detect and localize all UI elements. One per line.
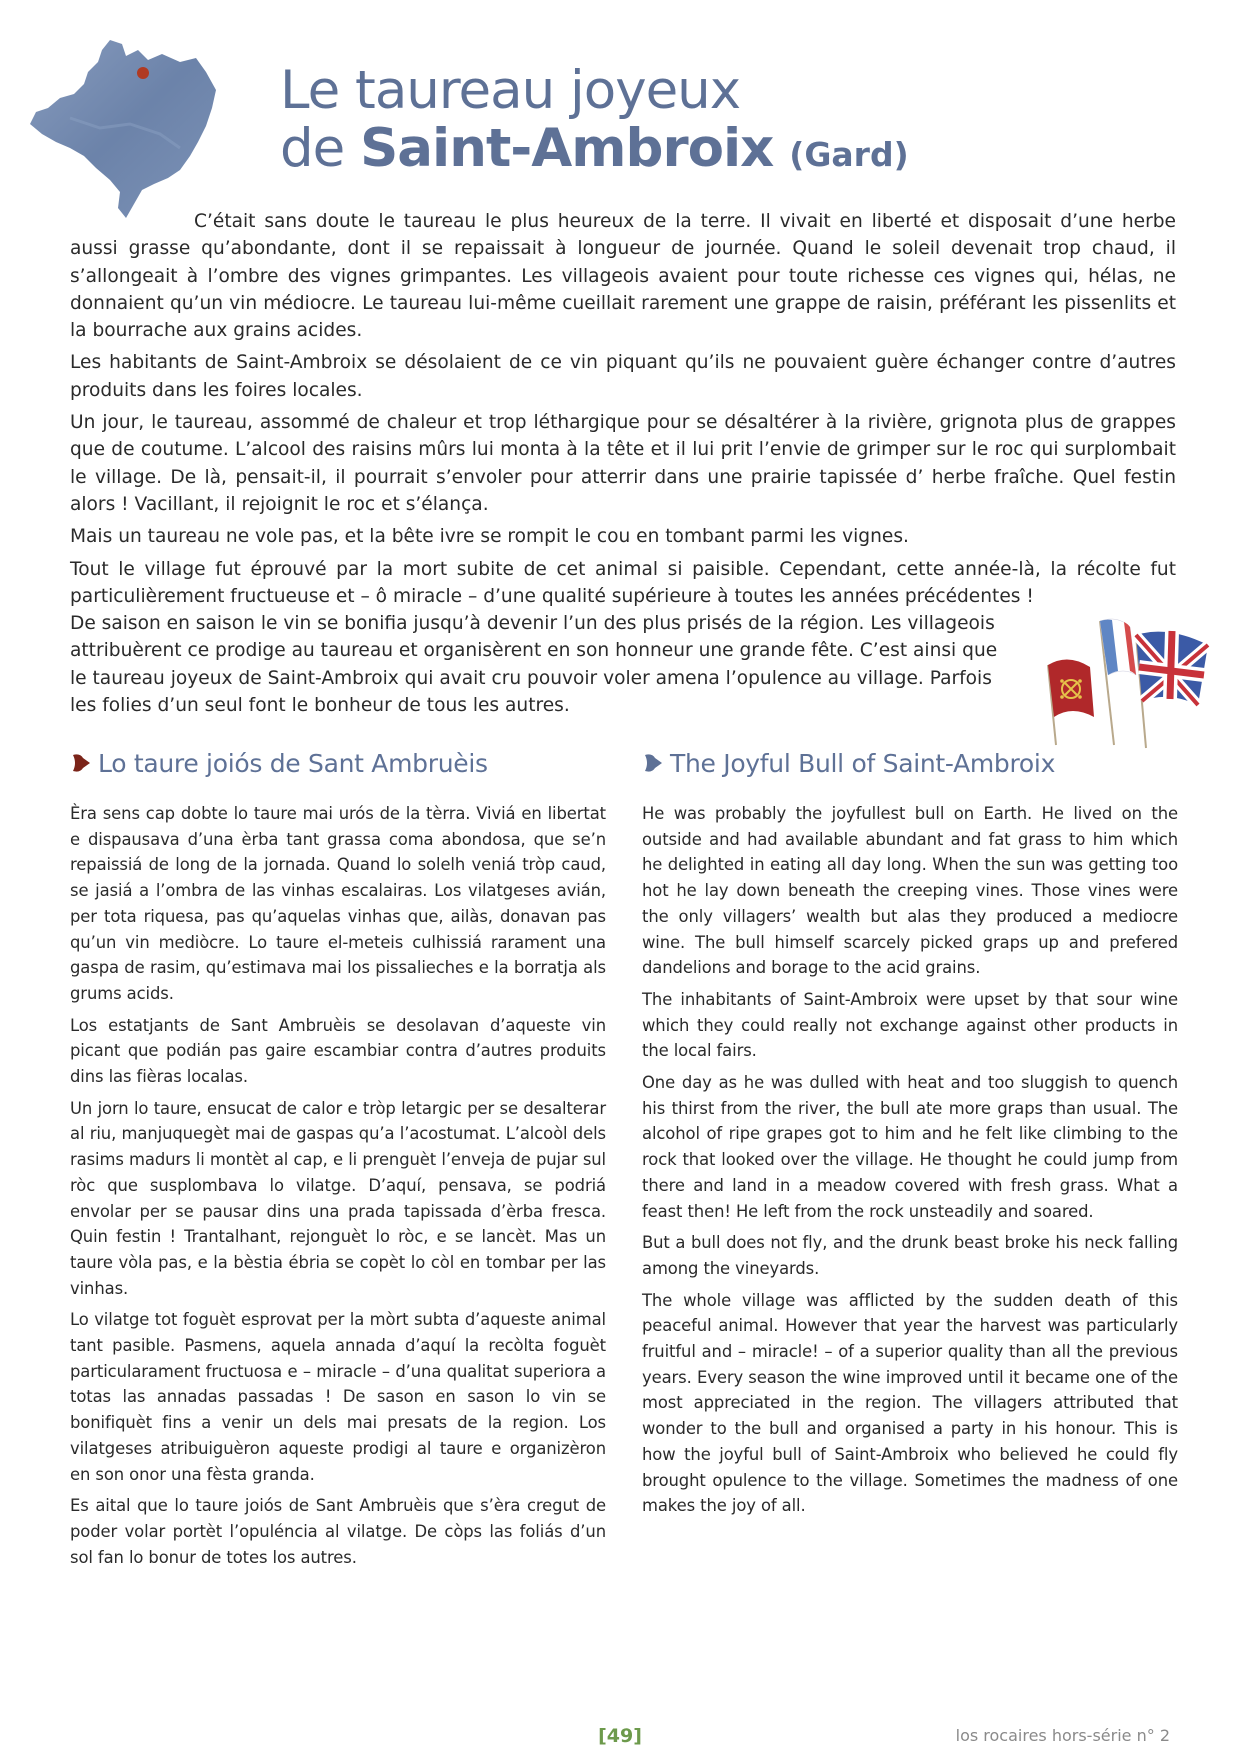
english-paragraph: But a bull does not fly, and the drunk beast broke his neck falling among the vineyards. [642, 1233, 1178, 1278]
british-flag-icon [1136, 631, 1208, 705]
english-paragraph: One day as he was dulled with heat and too sluggish to quench his thirst from the river, the bull ate more graps than usual. The alcohol of ripe grapes got to him and he felt like climbing to the rock that looked over the village. He thought he could jump from there and land in a meadow covered with fresh grass. What a feast then! He left from the rock unsteadily and soared. [642, 1073, 1178, 1221]
english-column [642, 745, 1178, 1525]
occitan-paragraph: Lo vilatge tot foguèt esprovat per la mòrt subta d’aqueste animal tant pasible. Pasmens, aquela annada d’aquí la recòlta foguèt particularament fructuosa e – miracle – d’una qualitat superiora a totas las annadas passadas ! De sason en sason lo vin se bonifiquèt fins a venir un dels mai presats de la region. Los vilatgeses atribuiguèron aqueste prodigi al taure e organizèron en son onor una fèsta granda. [70, 1310, 606, 1484]
occitan-heading [70, 745, 606, 783]
page-title [280, 62, 909, 184]
arrow-bullet-icon [642, 752, 664, 774]
french-paragraph: Les habitants de Saint-Ambroix se désolaient de ce vin piquant qu’ils ne pouvaient guère échanger contre d’autres produits dans les foires locales. [70, 352, 1176, 401]
occitan-flag-icon [1048, 659, 1094, 717]
french-paragraph: Mais un taureau ne vole pas, et la bête ivre se rompit le cou en tombant parmi les vignes. [70, 526, 909, 548]
english-heading-text: The Joyful Bull of Saint-Ambroix [670, 749, 1056, 778]
title-department: (Gard) [789, 135, 909, 174]
english-paragraph: He was probably the joyfullest bull on Earth. He lived on the outside and had available abundant and fat grass to him which he delighted in eating all day long. When the sun was getting too hot he lay down beneath the creeping vines. Those vines were the only villagers’ wealth but alas they produced a mediocre wine. The bull himself scarcely picked graps up and prefered dandelions and borage to the acid grains. [642, 804, 1178, 978]
occitan-paragraph: Los estatjants de Sant Ambruèis se desolavan d’aqueste vin picant que podián pas gaire escambiar contra d’autres produits dins las fièras localas. [70, 1015, 606, 1087]
gard-department-map [30, 38, 242, 220]
flags-illustration [1038, 605, 1218, 750]
journal-name: los rocaires hors-série n° 2 [955, 1726, 1170, 1745]
page-number: [49] [598, 1725, 642, 1747]
occitan-heading-text: Lo taure joiós de Sant Ambruèis [98, 749, 488, 778]
arrow-bullet-icon [70, 752, 92, 774]
occitan-paragraph: Un jorn lo taure, ensucat de calor e tròp letargic per se desalterar al riu, manjuquegèt mai de gaspas qu’a l’acostumat. L’alcoòl dels rasims madurs li montèt al cap, e li prenguèt l’enveja de pujar sul ròc que susplombava lo vilatge. D’aquí, pensava, se podriá envolar per se pausar dins una prada tapissada d’èrba fresca. Quin festin ! Trantalhant, rejonguèt lo ròc, e se lancèt. Mas un taure vòla pas, e la bèstia ébria se copèt lo còl en tombar per las vinhas. [70, 1098, 606, 1298]
french-paragraph: Un jour, le taureau, assommé de chaleur et trop léthargique pour se désaltérer à la rivière, grignota plus de grappes que de coutume. L’alcool des raisins mûrs lui monta à la tête et il lui prit l’envie de grimper sur le roc qui surplombait le village. De là, pensait-il, il pourrait s’envoler pour atterrir dans une prairie tapissée d’ herbe fraîche. Quel festin alors ! Vacillant, il rejoignit le roc et s’élança. [70, 412, 1176, 515]
french-text [70, 208, 1176, 724]
title-prefix: de [280, 118, 361, 179]
english-paragraph: The whole village was afflicted by the sudden death of this peaceful animal. However that year the harvest was particularly fruitful and – miracle! – of a superior quality than all the previous years. Every season the wine improved until it became one of the most appreciated in the region. The villagers attributed that wonder to the bull and organised a party in his honour. This is how the joyful bull of Saint-Ambroix who believed he could fly brought opulence to the village. Sometimes the madness of one makes the joy of all. [642, 1290, 1178, 1516]
french-paragraph: De saison en saison le vin se bonifia jusqu’à devenir l’un des plus prisés de la région. Les villageois attribuèrent ce prodige au taureau et organisèrent en son honneur une grande fête. C’est ainsi que le taureau joyeux de Saint-Ambroix qui avait cru pouvoir voler amena l’opulence au village. Parfois les folies d’un seul font le bonheur de tous les autres. [70, 613, 998, 717]
french-paragraph: C’était sans doute le taureau le plus heureux de la terre. Il vivait en liberté et disposait d’une herbe aussi grasse qu’abondante, dont il se repaissait à longueur de journée. Quand le soleil devenait trop chaud, il s’allongeait à l’ombre des vignes grimpantes. Les villageois avaient pour toute richesse ces vignes qui, hélas, ne donnaient qu’un vin médiocre. Le taureau lui-même cueillait rarement une grappe de raisin, préférant les pissenlits et la bourrache aux grains acides. [70, 211, 1176, 342]
english-heading [642, 745, 1178, 783]
french-paragraph: Tout le village fut éprouvé par la mort subite de cet animal si paisible. Cependant, cette année-là, la récolte fut particulièrement fructueuse et – ô miracle – d’une qualité supérieure à toutes les années précédentes ! [70, 558, 1176, 607]
title-line-2 [280, 118, 909, 179]
title-line-1: Le taureau joyeux [280, 60, 741, 121]
occitan-column [70, 745, 606, 1576]
location-dot [137, 67, 149, 79]
occitan-paragraph: Es aital que lo taure joiós de Sant Ambruèis que s’èra cregut de poder volar portèt l’opuléncia al vilatge. De còps las foliás d’un sol fan lo bonur de totes los autres. [70, 1496, 606, 1567]
title-place: Saint-Ambroix [360, 118, 774, 179]
english-paragraph: The inhabitants of Saint-Ambroix were upset by that sour wine which they could really not exchange against other products in the local fairs. [642, 989, 1178, 1061]
occitan-paragraph: Èra sens cap dobte lo taure mai urós de la tèrra. Viviá en libertat e dispausava d’una èrba tant grassa coma abondosa, que se’n repaissiá de long de la jornada. Quand lo solelh veniá tròp caud, se jasiá a l’ombra de las vinhas escalairas. Los vilatgeses avián, per tota riquesa, pas qu’aquelas vinhas que, ailàs, donavan pas qu’un vin mediòcre. Lo taure el-meteis culhissiá rarament una gaspa de rasim, qu’estimava mai los pissalieches e la borratja als grums acids. [70, 804, 606, 1003]
